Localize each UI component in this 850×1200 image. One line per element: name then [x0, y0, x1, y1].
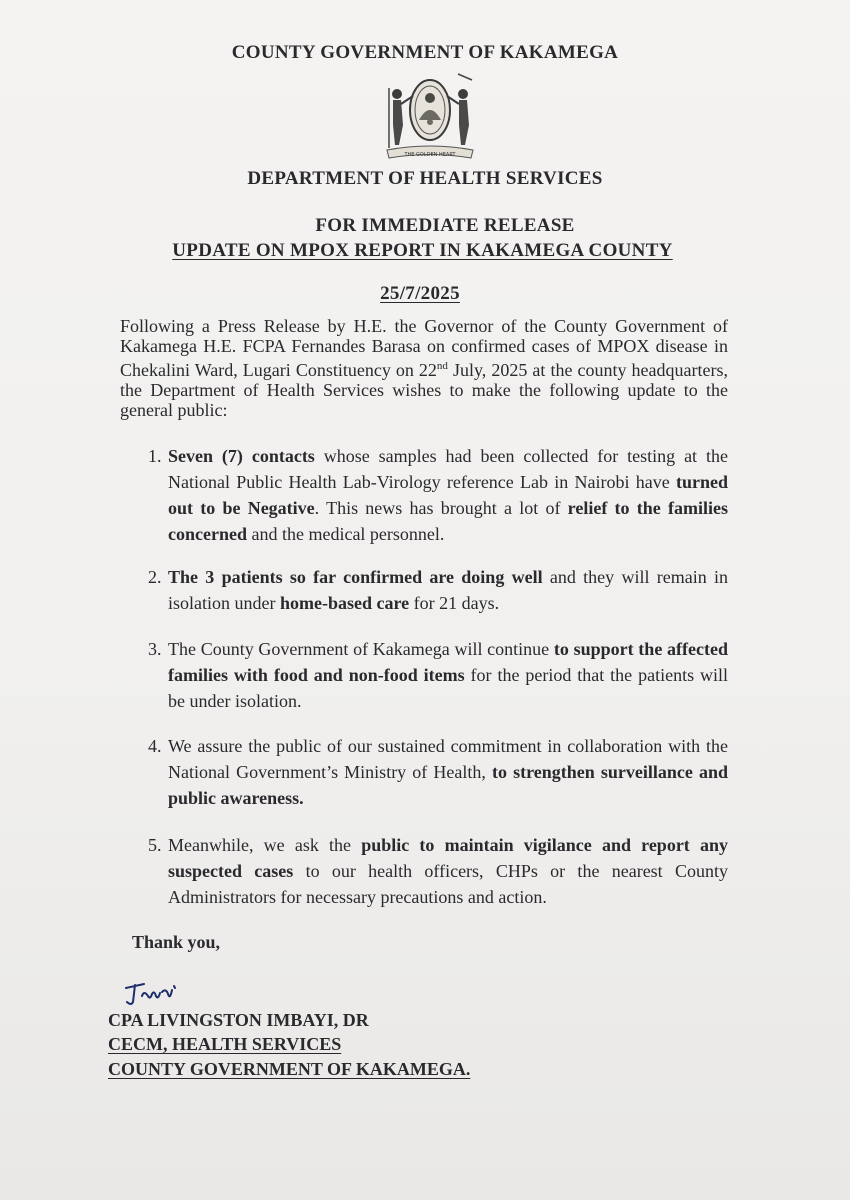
list-item: 4. We assure the public of our sustained commitment in collaboration with the National Government’s Ministry of Health, to strengthen surveillance and public awareness.: [148, 733, 728, 811]
department-heading: DEPARTMENT OF HEALTH SERVICES: [247, 168, 603, 189]
list-number: 4.: [148, 736, 162, 756]
signatory-role: CECM, HEALTH SERVICES: [108, 1034, 342, 1054]
county-seal-emblem: [375, 70, 485, 165]
list-number: 5.: [148, 835, 162, 855]
list-item: 3. The County Government of Kakamega will continue to support the affected families with food and non-food items for the period that the patients will be under isolation.: [148, 636, 728, 714]
document-title: UPDATE ON MPOX REPORT IN KAKAMEGA COUNTY: [172, 240, 673, 261]
intro-paragraph: Following a Press Release by H.E. the Governor of the County Government of Kakamega H.E. FCPA Fernandes Barasa on confirmed cases of MPOX disease in Chekalini Ward, Lugari Constituency on 22nd July, 2025 at the county headquarters, the Department of Health Services wishes to make the following update to the general public:: [120, 316, 728, 420]
county-heading: COUNTY GOVERNMENT OF KAKAMEGA: [231, 42, 619, 63]
release-date: 25/7/2025: [380, 283, 460, 304]
svg-text:THE GOLDEN HEART: THE GOLDEN HEART: [404, 152, 456, 158]
signature-mark: [122, 978, 184, 1008]
list-number: 1.: [148, 446, 162, 466]
release-label: FOR IMMEDIATE RELEASE: [315, 215, 575, 236]
list-item: 1. Seven (7) contacts whose samples had been collected for testing at the National Public Health Lab-Virology reference Lab in Nairobi have turned out to be Negative. This news has brought a lot of relief to the families concerned and the medical personnel.: [148, 443, 728, 547]
list-item: 2. The 3 patients so far confirmed are doing well and they will remain in isolation under home-based care for 21 days.: [148, 564, 728, 616]
signatory-organization: COUNTY GOVERNMENT OF KAKAMEGA.: [108, 1059, 471, 1079]
signatory-name: CPA LIVINGSTON IMBAYI, DR: [108, 1010, 369, 1030]
list-number: 3.: [148, 639, 162, 659]
list-number: 2.: [148, 567, 162, 587]
list-item: 5. Meanwhile, we ask the public to maintain vigilance and report any suspected cases to our health officers, CHPs or the nearest County Administrators for necessary precautions and action.: [148, 832, 728, 910]
thank-you: Thank you,: [132, 932, 221, 952]
